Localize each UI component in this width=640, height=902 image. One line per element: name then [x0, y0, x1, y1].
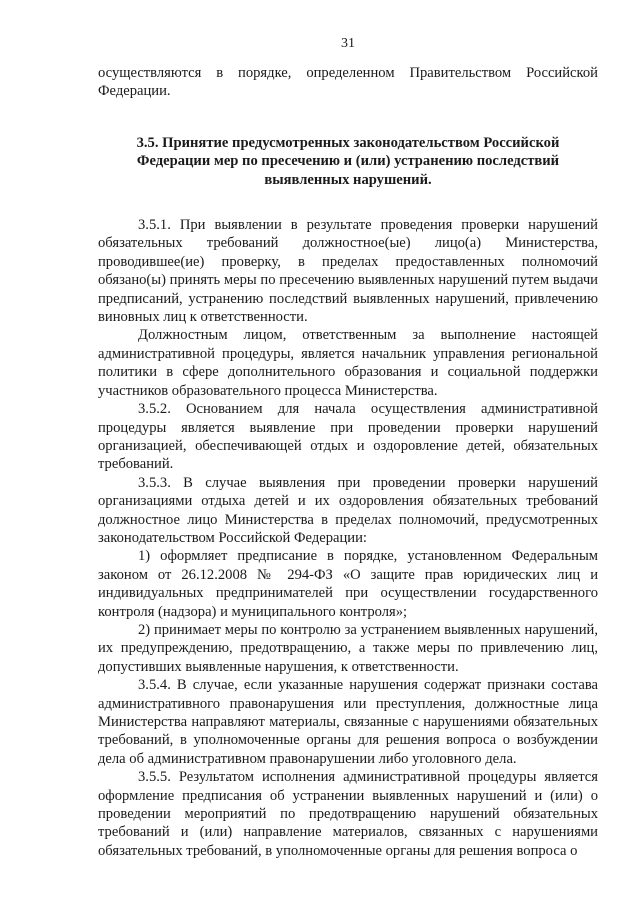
section-heading: 3.5. Принятие предусмотренных законодательством Российской Федерации мер по пресечению и (или) устранению последствий выявленных нарушений.	[136, 134, 560, 188]
paragraph-3-5-5: 3.5.5. Результатом исполнения административной процедуры является оформление предписания об устранении выявленных нарушений и (или) о проведении мероприятий по предотвращению нарушений обязательных требований и (или) направление материалов, связанных с нарушениями обязательных требований, в уполномоченные органы для решения вопроса о	[98, 769, 598, 859]
paragraph-3-5-4: 3.5.4. В случае, если указанные нарушения содержат признаки состава административного правонарушения или преступления, должностные лица Министерства направляют материалы, связанные с нарушениями обязательных требований, в уполномоченные органы для решения вопроса о возбуждении дела об административном правонарушении либо уголовного дела.	[98, 677, 598, 767]
list-item-1: 1) оформляет предписание в порядке, установленном Федеральным законом от 26.12.2008 № 294-ФЗ «О защите прав юридических лиц и индивидуальных предпринимателей при осуществлении государственного контроля (надзора) и муниципального контроля»;	[98, 548, 598, 620]
list-item-2: 2) принимает меры по контролю за устранением выявленных нарушений, их предупреждению, предотвращению, а также меры по привлечению лиц, допустивших выявленные нарушения, к ответственности.	[98, 621, 598, 675]
document-body	[98, 64, 598, 860]
paragraph-responsible-official: Должностным лицом, ответственным за выполнение настоящей административной процедуры, является начальник управления региональной политики в сфере дополнительного образования и социальной поддержки участников образовательного процесса Министерства.	[98, 327, 598, 399]
paragraph-3-5-1: 3.5.1. При выявлении в результате проведения проверки нарушений обязательных требований должностное(ые) лицо(а) Министерства, проводившее(ие) проверку, в пределах предоставленных полномочий обязано(ы) принять меры по пресечению выявленных нарушений путем выдачи предписаний, устранению последствий выявленных нарушений, привлечению виновных лиц к ответственности.	[98, 217, 598, 326]
intro-paragraph: осуществляются в порядке, определенном Правительством Российской Федерации.	[98, 65, 598, 100]
document-page	[98, 0, 598, 902]
paragraph-3-5-3: 3.5.3. В случае выявления при проведении проверки нарушений организациями отдыха детей и их оздоровления обязательных требований должностное лицо Министерства в пределах полномочий, предусмотренных законодательством Российской Федерации:	[98, 474, 598, 546]
page-number: 31	[341, 36, 355, 51]
paragraph-3-5-2: 3.5.2. Основанием для начала осуществления административной процедуры является выявление при проведении проверки нарушений организацией, обеспечивающей отдых и оздоровление детей, обязательных требований.	[98, 401, 598, 473]
